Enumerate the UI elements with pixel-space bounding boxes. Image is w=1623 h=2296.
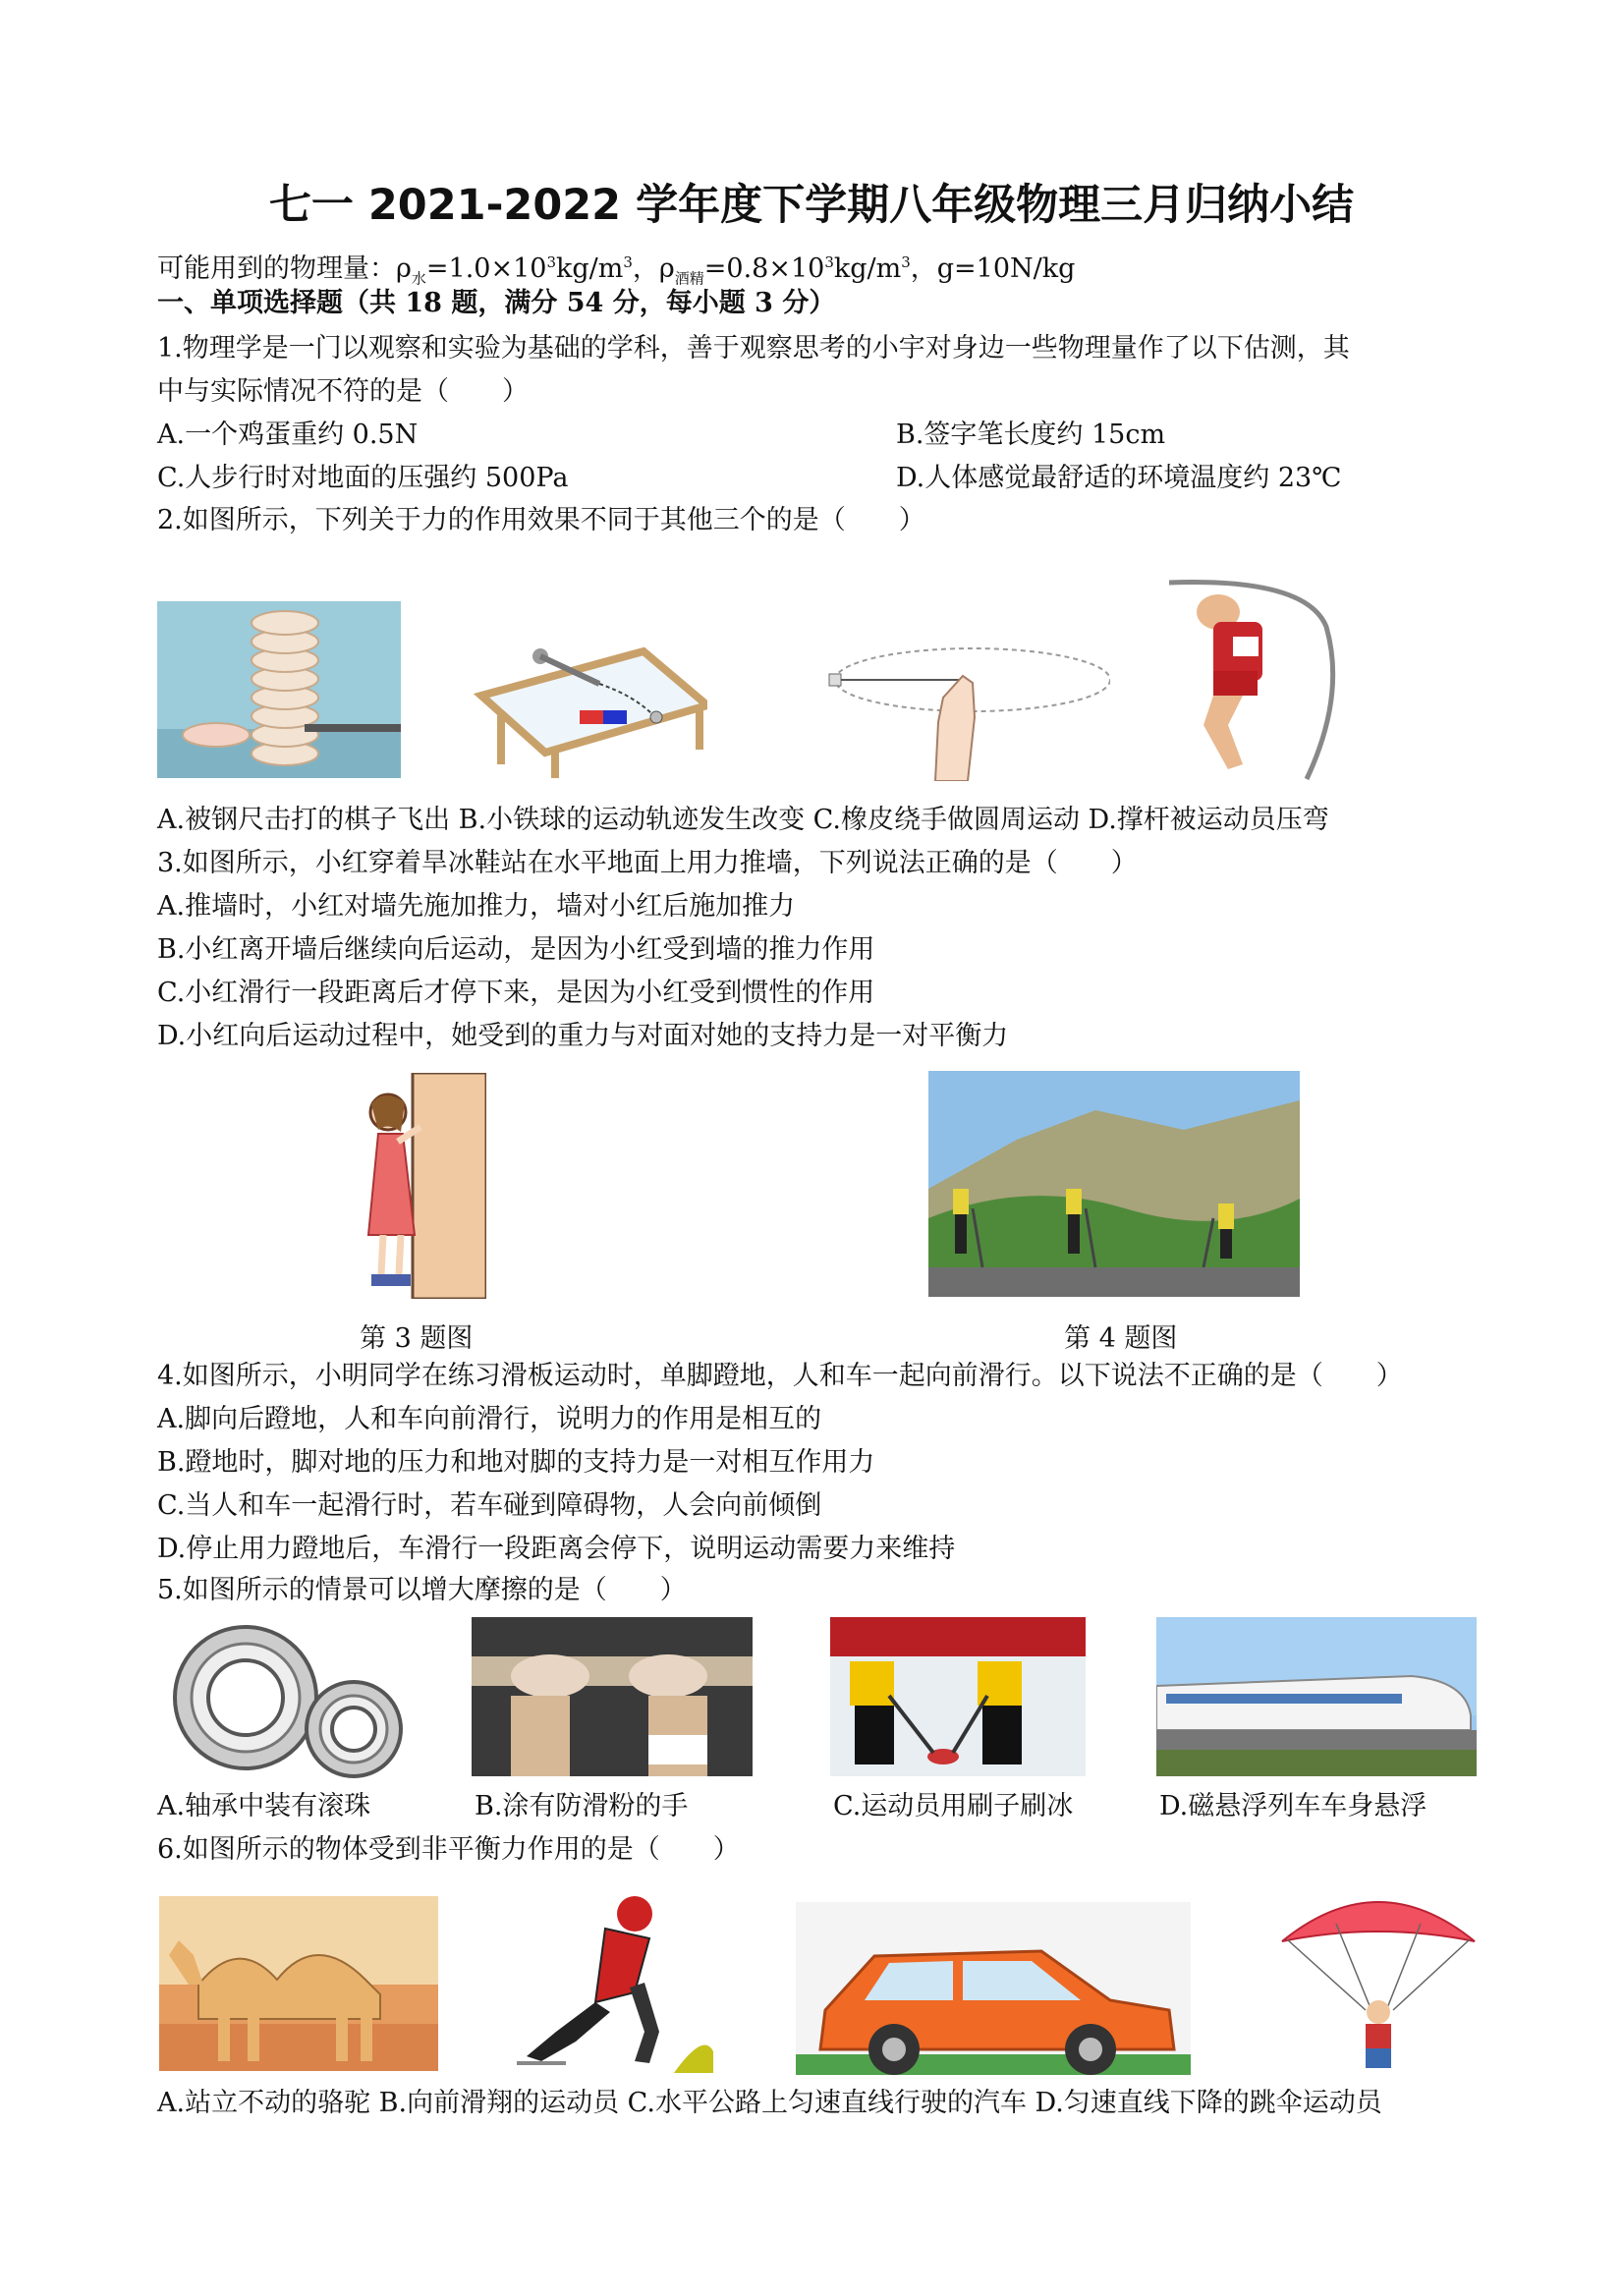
q6-stem: 6.如图所示的物体受到非平衡力作用的是（ ） (157, 1834, 740, 1865)
q5-option-a: A.轴承中装有滚珠 (157, 1791, 371, 1821)
curling-image (830, 1617, 1086, 1776)
chess-pieces-image (157, 601, 401, 778)
car-image (796, 1902, 1191, 2075)
q4-option-a: A.脚向后蹬地，人和车向前滑行，说明力的作用是相互的 (157, 1404, 822, 1434)
q4-stem: 4.如图所示，小明同学在练习滑板运动时，单脚蹬地，人和车一起向前滑行。以下说法不正确的是（ ） (157, 1361, 1403, 1391)
q3-stem: 3.如图所示，小红穿着旱冰鞋站在水平地面上用力推墙，下列说法正确的是（ ） (157, 848, 1138, 878)
eraser-circle-image (825, 639, 1110, 781)
q1-option-b: B.签字笔长度约 15cm (896, 420, 1166, 450)
q1-option-c: C.人步行时对地面的压强约 500Pa (157, 463, 569, 493)
q2-options: A.被钢尺击打的棋子飞出 B.小铁球的运动轨迹发生改变 C.橡皮绕手做圆周运动 D.撑杆被运动员压弯 (157, 805, 1329, 835)
maglev-train-image (1156, 1617, 1477, 1776)
q1-option-d: D.人体感觉最舒适的环境温度约 23℃ (896, 463, 1342, 493)
parachutist-image (1277, 1882, 1480, 2075)
speed-skater-image (497, 1884, 713, 2073)
page-title: 七一 2021-2022 学年度下学期八年级物理三月归纳小结 (268, 181, 1355, 230)
q3-option-c: C.小红滑行一段距离后才停下来，是因为小红受到惯性的作用 (157, 978, 875, 1008)
girl-pushing-wall-image (354, 1073, 486, 1299)
q5-option-d: D.磁悬浮列车车身悬浮 (1159, 1791, 1427, 1821)
q5-option-b: B.涂有防滑粉的手 (475, 1791, 689, 1821)
magnet-ball-table-image (472, 637, 707, 778)
fig4-caption: 第 4 题图 (1064, 1323, 1178, 1354)
q3-option-b: B.小红离开墙后继续向后运动，是因为小红受到墙的推力作用 (157, 934, 875, 965)
q4-option-d: D.停止用力蹬地后，车滑行一段距离会停下，说明运动需要力来维持 (157, 1534, 956, 1564)
chalk-hands-image (472, 1617, 753, 1776)
bearing-image (157, 1621, 413, 1780)
q5-stem: 5.如图所示的情景可以增大摩擦的是（ ） (157, 1575, 687, 1605)
q3-option-d: D.小红向后运动过程中，她受到的重力与对面对她的支持力是一对平衡力 (157, 1021, 1009, 1051)
section-heading: 一、单项选择题（共 18 题，满分 54 分，每小题 3 分） (157, 288, 836, 318)
q1-stem-1: 1.物理学是一门以观察和实验为基础的学科，善于观察思考的小宇对身边一些物理量作了以下估测，其 (157, 333, 1350, 364)
q5-option-c: C.运动员用刷子刷冰 (833, 1791, 1074, 1821)
q1-option-a: A.一个鸡蛋重约 0.5N (157, 420, 419, 450)
q6-options: A.站立不动的骆驼 B.向前滑翔的运动员 C.水平公路上匀速直线行驶的汽车 D.匀速直线下降的跳伞运动员 (157, 2088, 1382, 2118)
q3-option-a: A.推墙时，小红对墙先施加推力，墙对小红后施加推力 (157, 891, 796, 922)
q4-option-c: C.当人和车一起滑行时，若车碰到障碍物，人会向前倾倒 (157, 1490, 822, 1521)
camel-image (159, 1896, 438, 2071)
constants-line: 可能用到的物理量：$\rho_水=1.0\times 10^3kg/m^3$，$\rho_{酒精}=0.8\times 10^3kg/m^3$，g=10N/kg (157, 253, 1076, 288)
pole-vault-image (1159, 568, 1405, 782)
q2-stem: 2.如图所示，下列关于力的作用效果不同于其他三个的是（ ） (157, 505, 925, 535)
scooter-boy-image (928, 1071, 1300, 1297)
fig3-caption: 第 3 题图 (360, 1323, 474, 1354)
q4-option-b: B.蹬地时，脚对地的压力和地对脚的支持力是一对相互作用力 (157, 1447, 875, 1478)
q1-stem-2: 中与实际情况不符的是（ ） (157, 376, 529, 407)
